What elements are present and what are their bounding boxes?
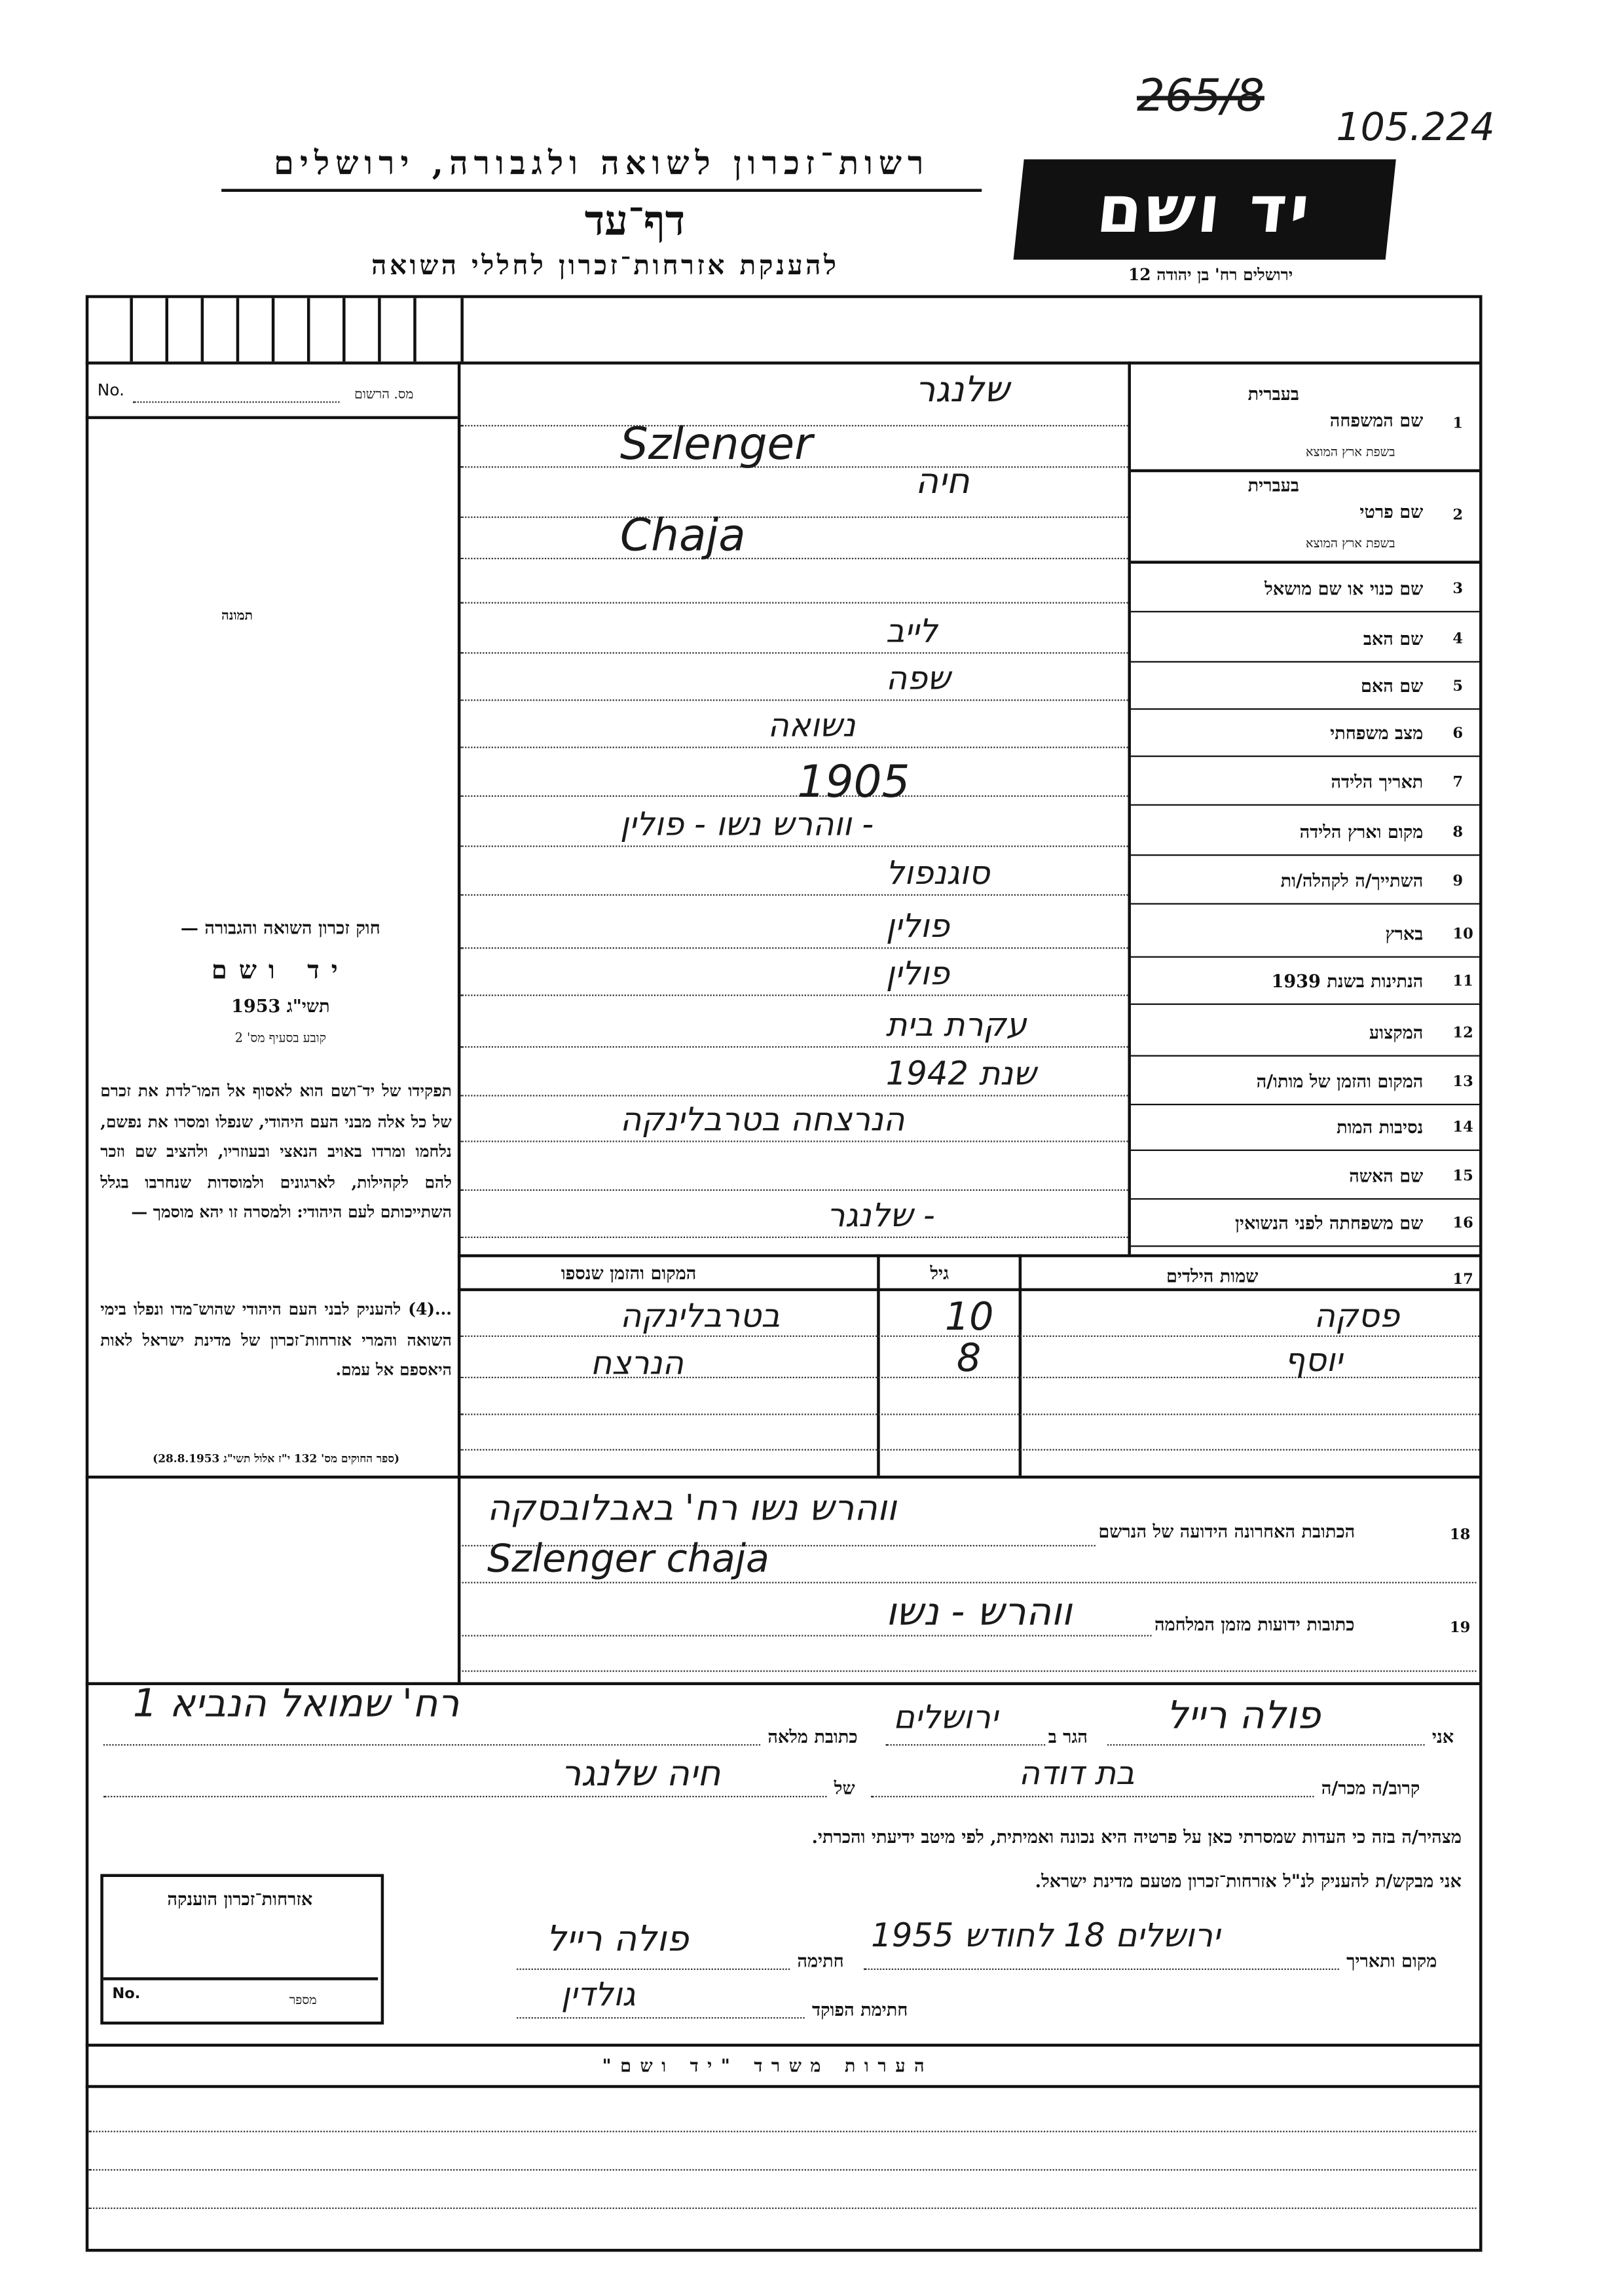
file-number-handwritten-2: 105.224 [1336,106,1495,151]
field-12-label: המקצוע [1369,1022,1424,1044]
field-10-num: 10 [1452,926,1473,943]
stamp-num-label: מספר [289,1994,317,2009]
child-1-name: פסקה [1314,1298,1400,1336]
field-8-num: 8 [1452,824,1464,841]
field-4-label: שם האב [1363,629,1424,649]
field-1-value-he: שלנגר [915,369,1010,410]
children-col-age: גיל [930,1263,950,1284]
field-16-label: שם משפחתה לפני הנשואין [1234,1212,1424,1234]
field-2-value-he: חיה [915,460,970,502]
decl-i-label: אני [1431,1726,1454,1747]
decl-of-label: של [834,1777,855,1799]
child-2-age: 8 [956,1337,982,1381]
field-5-value: שפה [885,661,951,699]
form-purpose: להענקת אזרחות־זכרון לחללי השואה [371,251,840,282]
field-7-num: 7 [1452,774,1464,792]
field-13-value: 1942 שנת [885,1056,1037,1094]
field-11-value: פולין [885,956,950,993]
field-14-label: נסיבות המות [1337,1117,1424,1138]
field-19-label: כתובות ידועות מזמן המלחמה [1154,1614,1355,1635]
field-13-label: המקום והזמן של מותו/ה [1256,1071,1424,1092]
field-18-num: 18 [1449,1527,1471,1544]
field-18-value-orig: Szlenger chaja [487,1537,769,1582]
decl-i-value: פולה רייל [1166,1694,1321,1739]
field-6-num: 6 [1452,725,1464,742]
law-name: יד ושם [211,956,350,986]
no-label: No. [97,380,124,400]
decl-place-date-label: מקום ותאריך [1346,1950,1437,1972]
decl-relative-label: קרוב/ה מכר/ה [1321,1777,1420,1799]
field-3-num: 3 [1452,581,1464,598]
decl-officer-value: גולדין [561,1977,636,2014]
field-9-label: השתייך/ה לקהלה/ות [1280,870,1424,892]
field-2-sub-orig: בשפת ארץ המוצא [1306,537,1395,552]
field-16-num: 16 [1452,1216,1473,1233]
decl-statement: מצהיר/ה בזה כי העדות שמסרתי כאן על פרטיה היא נכונה ואמיתית, לפי מיטב ידיעתי והכרתי. [811,1827,1462,1848]
decl-full-address-value: רח' שמואל הנביא 1 [132,1682,460,1727]
field-15-label: שם האשה [1349,1165,1424,1187]
children-col-names: שמות הילדים [1166,1266,1259,1287]
field-5-label: שם האם [1361,676,1424,697]
field-12-num: 12 [1452,1025,1473,1042]
stamp-no-label: No. [112,1986,141,2003]
law-clause: קובע בסעיף מס' 2 [234,1031,326,1047]
field-5-num: 5 [1452,678,1464,695]
decl-signature-label: חתימה [797,1950,844,1972]
reg-no-label: מס. הרשום [354,388,414,403]
logo-address: ירושלים רח' בן יהודה 12 [1128,265,1293,285]
law-text-1: תפקידו של יד־ושם הוא לאסוף אל המו־לדת את זכרם של כל אלה מבני העם היהודי, שנפלו ומסרו את נפשם, נלחמו ומרדו באויב הנאצי ובעוזריו, ולהציב שם וזכר להם לקהילות, לארגונים ולמוסדות שנחרבו בגלל השתייכותם לעם היהודי: ולמסרה זו יהא מוסמך — [100,1082,452,1222]
form-name: דף־עד [584,196,686,246]
field-18-label: הכתובת האחרונה הידועה של הנרשם [1098,1521,1356,1542]
field-2-value-orig: Chaja [619,510,746,562]
field-16-value: שלנגר - [826,1198,935,1235]
field-12-value: עקרת בית [885,1008,1027,1045]
decl-relative-value: בת דודה [1018,1756,1135,1793]
field-9-num: 9 [1452,873,1464,890]
field-19-value: ווהרש - נשו [885,1590,1072,1635]
children-num: 17 [1452,1271,1473,1288]
law-title: חוק זכרון השואה והגבורה — [180,917,380,939]
decl-signature-value: פולה רייל [546,1918,689,1960]
decl-full-address-label: כתובת מלאה [767,1726,858,1747]
field-10-value: פולין [885,909,950,946]
law-citation: (ספר החוקים מס' 132 י"ז אלול תשי"ג 28.8.1953) [153,1451,400,1466]
law-text-2: ...(4) להעניק לבני העם היהודי שהוש־מדו ונפלו בימי השואה והמרי אזרחות־זכרון של מדינת ישראל לאות היאספם אל עמם. [100,1300,452,1380]
decl-resident-label: הגר ב [1048,1726,1088,1747]
field-2-sub-he: בעברית [1247,475,1299,496]
child-2-name: יוסף [1284,1343,1342,1380]
authority-title: רשות־זכרון לשואה ולגבורה, ירושלים [274,144,930,183]
field-11-label: הנתינות בשנת 1939 [1271,971,1424,992]
decl-of-value: חיה שלנגר [561,1753,721,1795]
decl-place-date-value: ירושלים 18 לחודש 1955 [871,1918,1221,1956]
field-3-label: שם כנוי או שם מושאל [1264,578,1424,600]
notes-title: הערות משרד "יד ושם" [602,2055,934,2077]
field-4-value: לייב [885,613,938,651]
children-col-place: המקום והזמן שנספו [561,1263,697,1284]
photo-label: תמונה [221,609,253,625]
field-1-label: שם המשפחה [1329,410,1424,431]
field-13-num: 13 [1452,1074,1473,1091]
field-14-num: 14 [1452,1120,1473,1137]
field-19-num: 19 [1449,1620,1471,1637]
field-1-value-orig: Szlenger [619,419,813,471]
field-6-value: נשואה [767,708,856,746]
field-1-sub-he: בעברית [1247,384,1299,405]
field-9-value: סוגנפול [885,856,990,893]
logo-text: יד ושם [1093,172,1316,247]
field-1-sub-orig: בשפת ארץ המוצא [1306,445,1395,461]
decl-resident-value: ירושלים [893,1700,998,1737]
field-2-num: 2 [1452,507,1464,524]
field-6-label: מצב משפחתי [1330,723,1424,744]
field-7-value: 1905 [797,757,910,809]
field-8-value: ווהרש נשו - פולין - [619,807,874,845]
decl-request: אני מבקש/ת להעניק לנ"ל אזרחות־זכרון מטעם מדינת ישראל. [1035,1870,1462,1892]
field-14-value: הנרצחה בטרבלינקה [619,1102,905,1140]
field-2-label: שם פרטי [1359,501,1424,522]
field-1-num: 1 [1452,416,1464,433]
yad-vashem-logo [1014,159,1396,259]
child-1-age: 10 [944,1295,994,1340]
child-2-place: הנרצח [590,1345,684,1383]
field-8-label: מקום וארץ הלידה [1299,822,1424,843]
field-18-value-he: ווהרש נשו רח' באבלובסקה [487,1487,897,1529]
decl-officer-label: חתימת הפוקד [811,1999,908,2020]
law-year: תשי"ג 1953 [231,996,330,1017]
field-10-label: בארץ [1385,923,1424,945]
field-11-num: 11 [1452,974,1473,991]
field-4-num: 4 [1452,631,1464,648]
field-15-num: 15 [1452,1169,1473,1185]
stamp-title: אזרחות־זכרון הוענקה [167,1888,313,1910]
file-number-handwritten: 265/8 [1136,71,1264,123]
field-7-label: תאריך הלידה [1331,771,1424,793]
child-1-place: בטרבלינקה [619,1298,781,1336]
